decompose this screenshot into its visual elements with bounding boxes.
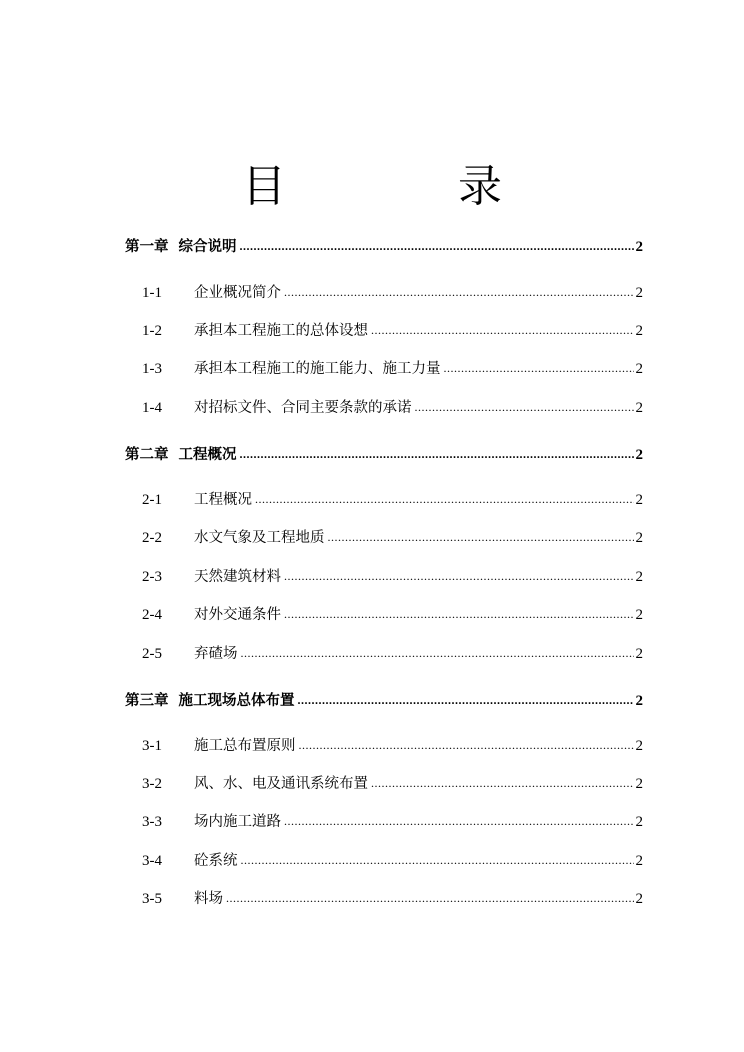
page-number: 2 [635, 323, 643, 339]
section-title: 企业概况简介 [194, 285, 281, 301]
toc-section-3-1[interactable] [142, 734, 643, 756]
toc-section-2-5[interactable] [142, 642, 643, 664]
section-number: 2-5 [142, 646, 162, 662]
section-title: 砼系统 [194, 853, 238, 869]
section-number: 3-1 [142, 738, 162, 754]
page-number: 2 [635, 569, 643, 585]
leader-dots [284, 607, 634, 622]
section-title: 工程概况 [194, 492, 252, 508]
leader-dots [284, 285, 634, 300]
toc-chapter-3[interactable] [125, 689, 643, 711]
toc-section-3-3[interactable] [142, 810, 643, 832]
leader-dots [240, 447, 634, 462]
leader-dots [299, 738, 634, 753]
toc-section-1-2[interactable] [142, 319, 643, 341]
page-number: 2 [635, 285, 643, 301]
section-title: 料场 [194, 891, 223, 907]
page-number: 2 [635, 693, 643, 709]
page-number: 2 [635, 891, 643, 907]
toc-section-2-4[interactable] [142, 603, 643, 625]
section-number: 3-5 [142, 891, 162, 907]
section-number: 2-1 [142, 492, 162, 508]
leader-dots [226, 891, 634, 906]
leader-dots [240, 239, 634, 254]
section-number: 1-2 [142, 323, 162, 339]
chapter-title: 施工现场总体布置 [178, 693, 295, 709]
chapter-title: 工程概况 [178, 447, 237, 463]
chapter-title: 综合说明 [178, 239, 237, 255]
page-number: 2 [635, 853, 643, 869]
leader-dots [298, 693, 634, 708]
page-title: 目 录 [242, 161, 566, 212]
leader-dots [371, 776, 634, 791]
toc-section-3-4[interactable] [142, 849, 643, 871]
page-number: 2 [635, 607, 643, 623]
section-number: 1-3 [142, 361, 162, 377]
section-title: 弃碴场 [194, 646, 238, 662]
section-number: 1-1 [142, 285, 162, 301]
page-number: 2 [635, 530, 643, 546]
section-title: 施工总布置原则 [194, 738, 296, 754]
page-number: 2 [635, 361, 643, 377]
section-number: 2-3 [142, 569, 162, 585]
page-number: 2 [635, 646, 643, 662]
toc-section-3-5[interactable] [142, 887, 643, 909]
leader-dots [241, 646, 634, 661]
toc-section-1-4[interactable] [142, 396, 643, 418]
leader-dots [284, 569, 634, 584]
section-title: 对招标文件、合同主要条款的承诺 [194, 400, 412, 416]
section-title: 对外交通条件 [194, 607, 281, 623]
toc-section-2-3[interactable] [142, 565, 643, 587]
section-number: 3-4 [142, 853, 162, 869]
section-number: 1-4 [142, 400, 162, 416]
toc-section-1-3[interactable] [142, 357, 643, 379]
section-title: 承担本工程施工的施工能力、施工力量 [194, 361, 441, 377]
section-title: 水文气象及工程地质 [194, 530, 325, 546]
toc-chapter-1[interactable] [125, 235, 643, 257]
section-title: 风、水、电及通讯系统布置 [194, 776, 368, 792]
leader-dots [284, 814, 634, 829]
section-number: 3-3 [142, 814, 162, 830]
leader-dots [444, 361, 634, 376]
page-number: 2 [635, 492, 643, 508]
toc-section-1-1[interactable] [142, 281, 643, 303]
section-number: 2-4 [142, 607, 162, 623]
leader-dots [255, 492, 634, 507]
page-number: 2 [635, 814, 643, 830]
leader-dots [328, 530, 634, 545]
leader-dots [241, 853, 634, 868]
section-title: 场内施工道路 [194, 814, 281, 830]
toc-section-2-1[interactable] [142, 488, 643, 510]
section-title: 天然建筑材料 [194, 569, 281, 585]
page-number: 2 [635, 400, 643, 416]
page-number: 2 [635, 776, 643, 792]
toc-section-3-2[interactable] [142, 772, 643, 794]
toc-section-2-2[interactable] [142, 526, 643, 548]
page-number: 2 [635, 239, 643, 255]
page-number: 2 [635, 738, 643, 754]
chapter-number: 第三章 [125, 693, 169, 709]
leader-dots [371, 323, 634, 338]
section-title: 承担本工程施工的总体设想 [194, 323, 368, 339]
toc-chapter-2[interactable] [125, 443, 643, 465]
section-number: 2-2 [142, 530, 162, 546]
leader-dots [415, 400, 634, 415]
chapter-number: 第二章 [125, 447, 169, 463]
page-number: 2 [635, 447, 643, 463]
section-number: 3-2 [142, 776, 162, 792]
chapter-number: 第一章 [125, 239, 169, 255]
